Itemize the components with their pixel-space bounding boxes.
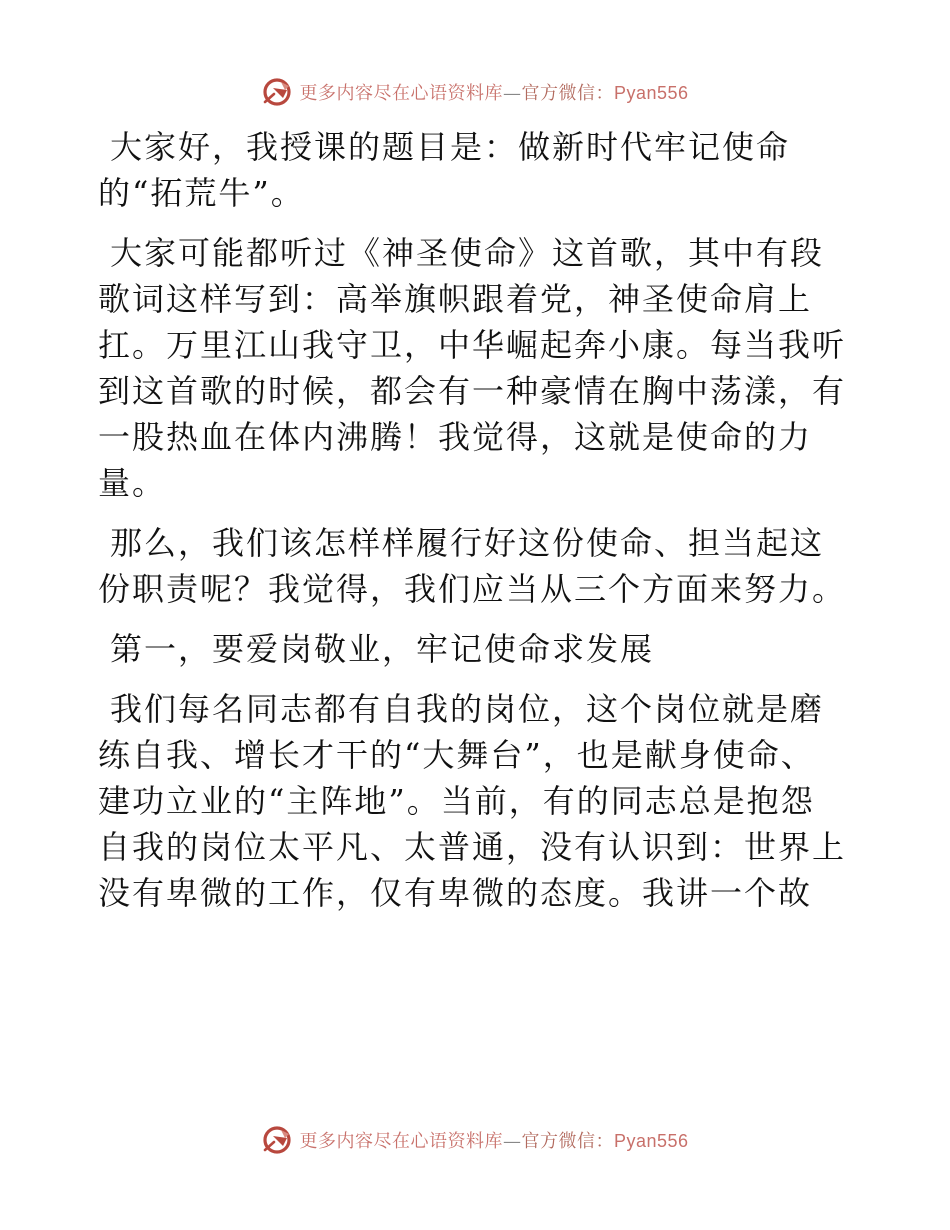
pen-circle-logo-icon <box>261 1124 293 1156</box>
banner-wechat-id: Pyan556 <box>613 83 689 103</box>
banner-text <box>299 1127 688 1153</box>
paragraph-line: 份职责呢？我觉得，我们应当从三个方面来努力。 <box>98 570 847 608</box>
paragraph-line: 没有卑微的工作，仅有卑微的态度。我讲一个故 <box>98 874 813 912</box>
section-heading <box>98 626 858 672</box>
banner-wechat-id: Pyan556 <box>613 1131 689 1151</box>
paragraph-line: 自我的岗位太平凡、太普通，没有认识到：世界上 <box>98 828 847 866</box>
paragraph-line: 量。 <box>98 464 167 502</box>
paragraph-line: 一股热血在体内沸腾！我觉得，这就是使命的力 <box>98 418 813 456</box>
banner-main-text: 更多内容尽在心语资料库 <box>299 83 503 104</box>
paragraph-line: 歌词这样写到：高举旗帜跟着党，神圣使命肩上 <box>98 280 813 318</box>
banner-text <box>299 79 688 105</box>
paragraph-line: 练自我、增长才干的“大舞台”，也是献身使命、 <box>98 736 815 774</box>
paragraph-line: 我们每名同志都有自我的岗位，这个岗位就是磨 <box>110 690 825 728</box>
footer-banner <box>0 1120 950 1160</box>
paragraph-2 <box>98 230 858 506</box>
banner-label: 官方微信： <box>521 83 614 104</box>
paragraph-line: 的“拓荒牛”。 <box>98 174 305 212</box>
heading-line: 第一，要爱岗敬业，牢记使命求发展 <box>110 630 655 668</box>
paragraph-3 <box>98 520 858 612</box>
paragraph-line: 那么，我们该怎样样履行好这份使命、担当起这 <box>110 524 825 562</box>
paragraph-5 <box>98 686 858 916</box>
banner-dash: — <box>502 83 522 104</box>
banner-dash: — <box>502 1131 522 1152</box>
banner-label: 官方微信： <box>521 1131 614 1152</box>
paragraph-line: 扛。万里江山我守卫，中华崛起奔小康。每当我听 <box>98 326 847 364</box>
paragraph-line: 建功立业的“主阵地”。当前，有的同志总是抱怨 <box>98 782 815 820</box>
paragraph-line: 大家好，我授课的题目是：做新时代牢记使命 <box>110 128 791 166</box>
paragraph-1 <box>98 124 858 216</box>
pen-circle-logo-icon <box>261 76 293 108</box>
paragraph-line: 大家可能都听过《神圣使命》这首歌，其中有段 <box>110 234 825 272</box>
document-body <box>98 124 858 930</box>
banner-main-text: 更多内容尽在心语资料库 <box>299 1131 503 1152</box>
header-banner <box>0 72 950 112</box>
paragraph-line: 到这首歌的时候，都会有一种豪情在胸中荡漾，有 <box>98 372 847 410</box>
